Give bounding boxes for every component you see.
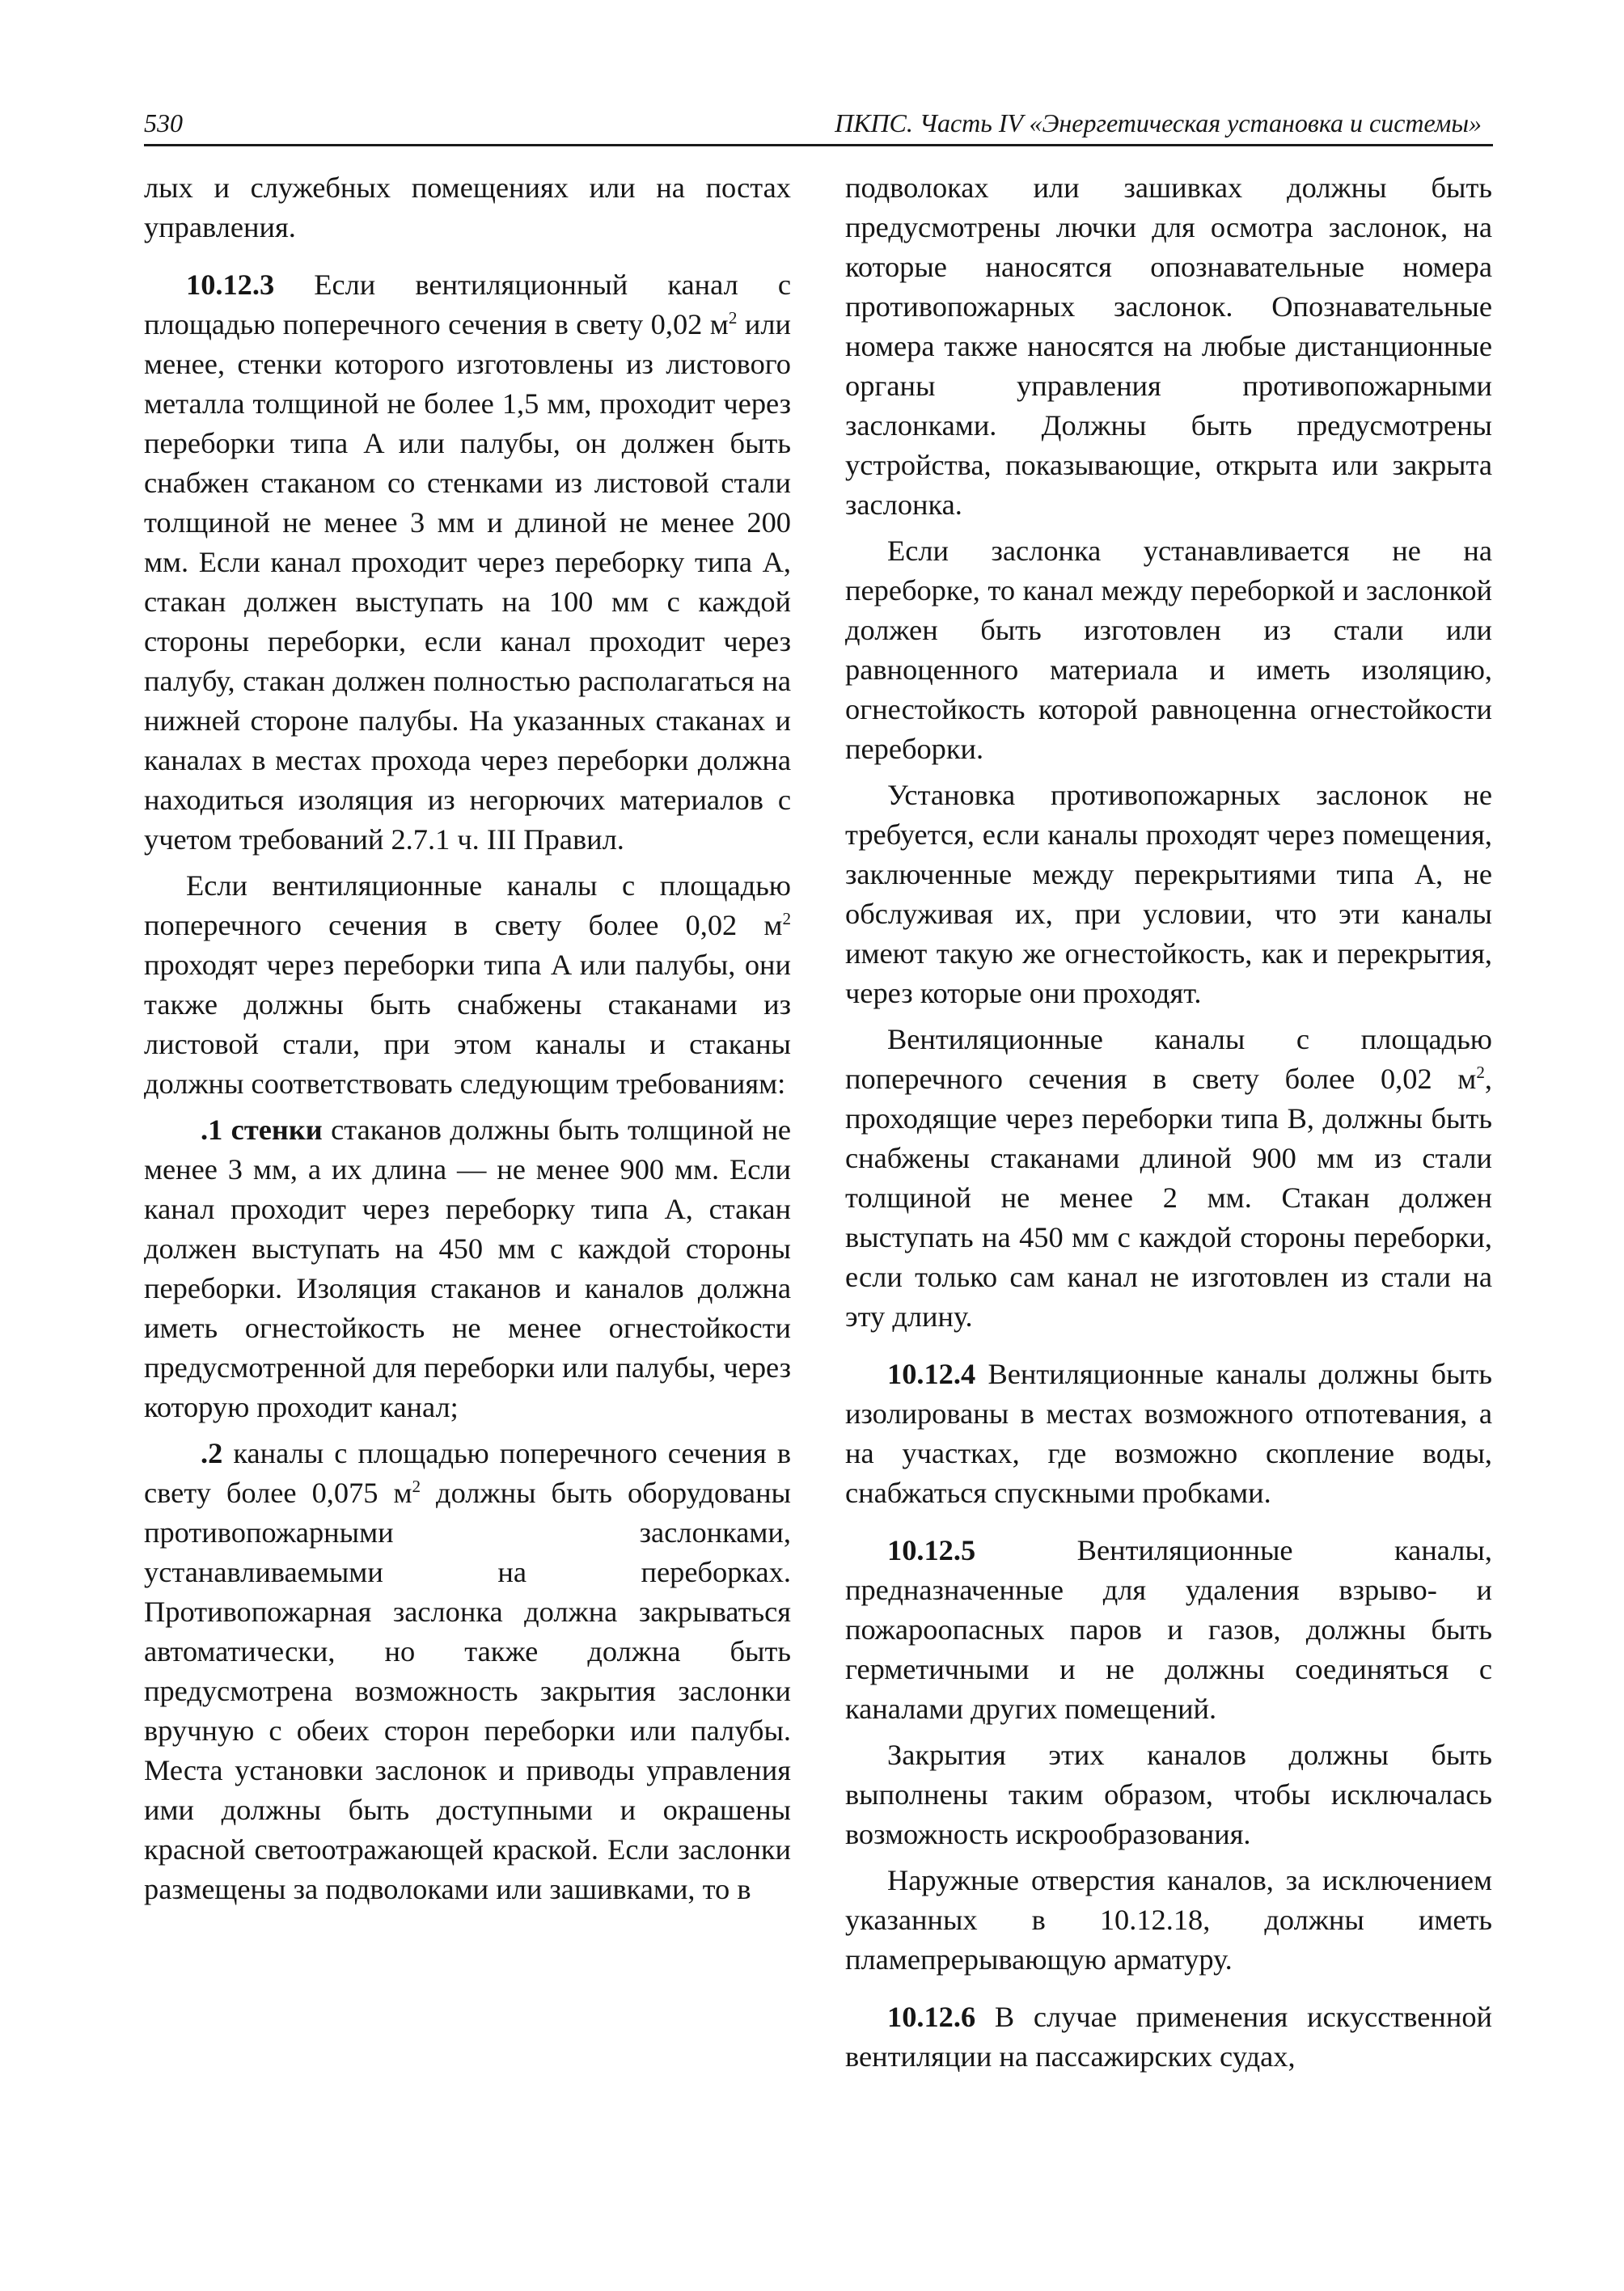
section-number: 10.12.5	[887, 1534, 976, 1566]
paragraph: Наружные отверстия каналов, за исключением указанных в 10.12.18, должны иметь пламепрерывающую арматуру.	[845, 1864, 1492, 1976]
header-title: ПКПС. Часть IV «Энергетическая установка и системы»	[835, 108, 1482, 137]
list-item-1: .1 стенки стаканов должны быть толщиной не менее 3 мм, а их длина — не менее 900 мм. Если канал проходит через переборку типа A, стакан должен выступать на 450 мм с каждой стороны переборки. Изоляция стаканов и каналов должна иметь огнестойкость не менее огнестойкости предусмотренной для переборки или палубы, через которую проходит канал;	[144, 1114, 791, 1423]
item-number: .1 стенки	[201, 1114, 323, 1146]
section-10-12-4: 10.12.4 Вентиляционные каналы должны быть изолированы в местах возможного отпотевания, а на участках, где возможно скопление воды, снабжаться спускными пробками.	[845, 1358, 1492, 1509]
paragraph: подволоках или зашивках должны быть предусмотрены лючки для осмотра заслонок, на которые наносятся опознавательные номера противопожарных заслонок. Опознавательные номера также наносятся на любые дистанционные органы управления противопожарными заслонками. Должны быть предусмотрены устройства, показывающие, открыта или закрыта заслонка.	[845, 171, 1492, 521]
section-number: 10.12.3	[186, 268, 275, 301]
section-10-12-3: 10.12.3 Если вентиляционный канал с площадью поперечного сечения в свету 0,02 $м^2$ или менее, стенки которого изготовлены из листового металла толщиной не более 1,5 мм, проходит через переборки типа A или палубы, он должен быть снабжен стаканом со стенками из листовой стали толщиной не менее 3 мм и длиной не менее 200 мм. Если канал проходит через переборку типа A, стакан должен выступать на 100 мм с каждой стороны переборки, если канал проходит через палубу, стакан должен полностью располагаться на нижней стороне палубы. На указанных стаканах и каналах в местах прохода через переборки должна находиться изоляция из негорючих материалов с учетом требований 2.7.1 ч. III Правил.	[144, 268, 791, 856]
section-number: 10.12.6	[887, 2001, 976, 2033]
section-10-12-6: 10.12.6 В случае применения искусственной вентиляции на пассажирских судах,	[845, 2001, 1492, 2073]
paragraph: Если вентиляционные каналы с площадью поперечного сечения в свету более 0,02 $м^2$ проходят через переборки типа A или палубы, они также должны быть снабжены стаканами из листовой стали, при этом каналы и стаканы должны соответствовать следующим требованиям:	[144, 869, 791, 1100]
paragraph: Установка противопожарных заслонок не требуется, если каналы проходят через помещения, заключенные между перекрытиями типа A, не обслуживая их, при условии, что эти каналы имеют такую же огнестойкость, как и перекрытия, через которые они проходят.	[845, 779, 1492, 1009]
paragraph: Закрытия этих каналов должны быть выполнены таким образом, чтобы исключалась возможность искрообразования.	[845, 1739, 1492, 1850]
paragraph: лых и служебных помещениях или на постах управления.	[144, 171, 791, 243]
item-number: .2	[201, 1437, 223, 1469]
paragraph: Вентиляционные каналы с площадью поперечного сечения в свету более 0,02 $м^2$, проходящие через переборки типа B, должны быть снабжены стаканами длиной 900 мм из стали толщиной не менее 2 мм. Стакан должен выступать на 450 мм с каждой стороны переборки, если только сам канал не изготовлен из стали на эту длину.	[845, 1023, 1492, 1333]
paragraph: Если заслонка устанавливается не на переборке, то канал между переборкой и заслонкой должен быть изготовлен из стали или равноценного материала и иметь изоляцию, огнестойкость которой равноценна огнестойкости переборки.	[845, 535, 1492, 765]
page-number: 530	[144, 108, 183, 137]
section-number: 10.12.4	[887, 1358, 976, 1390]
left-column	[144, 168, 791, 1909]
list-item-2: .2 каналы с площадью поперечного сечения в свету более 0,075 $м^2$ должны быть оборудованы противопожарными заслонками, устанавливаемыми на переборках. Противопожарная заслонка должна закрываться автоматически, но также должна быть предусмотрена возможность закрытия заслонки вручную с обеих сторон переборки или палубы. Места установки заслонок и приводы управления ими должны быть доступными и окрашены красной светоотражающей краской. Если заслонки размещены за подволоками или зашивками, то в	[144, 1437, 791, 1905]
right-column	[845, 168, 1492, 2077]
section-10-12-5: 10.12.5 Вентиляционные каналы, предназначенные для удаления взрыво- и пожароопасных паров и газов, должны быть герметичными и не должны соединяться с каналами других помещений.	[845, 1534, 1492, 1725]
running-header	[144, 105, 1493, 146]
